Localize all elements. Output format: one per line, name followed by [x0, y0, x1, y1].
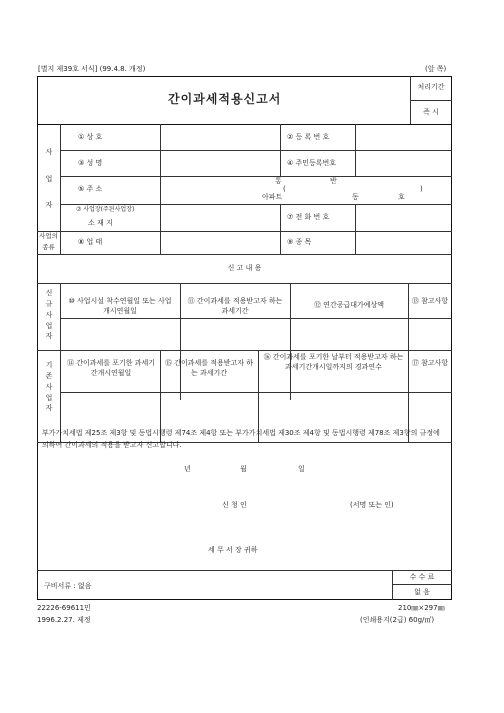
- processing-period-label: 처리기간: [417, 83, 445, 91]
- representative-name-label: ③ 성 명: [78, 159, 103, 167]
- new-business-col-expected-supply: ⑫ 연간공급대가예상액: [313, 301, 385, 309]
- business-type-side-label-1: 사업의: [39, 232, 58, 240]
- page-side: (앞 쪽): [425, 65, 447, 73]
- address-ho: 호: [398, 193, 405, 201]
- business-category-label: ⑧ 업 태: [78, 238, 103, 246]
- signature-label: (서명 또는 인): [350, 501, 394, 509]
- address-ban: 반: [330, 177, 337, 185]
- new-business-col-remarks: ⑬ 참고사항: [411, 297, 449, 305]
- registration-number-label: ② 등 록 번 호: [287, 133, 330, 141]
- declaration-date-month: 월: [240, 465, 247, 473]
- existing-business-col-elapsed-years: ⑯ 간이과세를 포기한 날부터 적용받고자 하는 과세기간개시일까지의 경과연수: [263, 353, 404, 372]
- address-paren-open: (: [283, 185, 286, 193]
- existing-business-col-waiver-date: ⑭ 간이과세를 포기한 과세기간개시연월일: [66, 359, 156, 378]
- declaration-date-year: 년: [184, 465, 191, 473]
- business-type-side-label-2: 종류: [42, 243, 55, 251]
- phone-number-label: ⑦ 전 화 번 호: [287, 213, 330, 221]
- applicant-label: 신 청 인: [222, 501, 247, 509]
- fee-label: 수 수 료: [409, 573, 435, 581]
- existing-business-col-tax-period: ⑮ 간이과세를 적용받고자 하는 과세기간: [164, 359, 254, 378]
- processing-period-value: 즉 시: [423, 108, 439, 116]
- existing-business-col-remarks: ⑰ 참고사항: [411, 359, 449, 367]
- attachments-label: 구비서류 : 없음: [44, 582, 92, 590]
- new-business-col-tax-period: ⑪ 간이과세를 적용받고자 하는 과세기간: [187, 297, 283, 316]
- new-business-col-start-date: ⑩ 사업시설 착수연월일 또는 사업개시연월일: [68, 297, 172, 316]
- form-title: 간이과세적용신고서: [168, 92, 282, 106]
- existing-business-side-label: 기 존 사 업 자: [45, 361, 53, 413]
- established-date: 1996.2.27. 제정: [37, 616, 91, 624]
- address-apartment: 아파트: [262, 193, 283, 201]
- business-location-label-2: 소 재 지: [88, 219, 113, 227]
- business-side-label: 사 업 자: [45, 148, 53, 210]
- form-code: 22226-69611민: [37, 604, 91, 612]
- report-content-heading: 신 고 내 용: [227, 264, 262, 272]
- form-frame: [37, 76, 452, 600]
- address-dong: 동: [352, 193, 359, 201]
- fee-value: 없 음: [414, 588, 430, 596]
- form-reference: [별지 제39호 서식] (99.4.8. 개정): [38, 65, 146, 73]
- tax-office-recipient: 세 무 서 장 귀하: [208, 546, 258, 554]
- declaration-date-day: 일: [298, 465, 305, 473]
- business-item-label: ⑨ 종 목: [287, 238, 312, 246]
- address-label: ⑤ 주 소: [78, 185, 103, 193]
- resident-number-label: ④ 주민등록번호: [287, 159, 337, 167]
- business-name-label: ① 상 호: [78, 133, 103, 141]
- paper-spec: (인쇄용지(2급) 60g/㎡): [360, 616, 435, 624]
- new-business-side-label: 신 규 사 업 자: [45, 289, 53, 341]
- declaration-text: 부가가치세법 제25조 제3항 및 동법시행령 제74조 제4항 또는 부가가치세법 제30조 제4항 및 동법시행령 제78조 제3항의 규정에 의하여 간이과세의 적용을 받고자 신고합니다.: [42, 429, 440, 449]
- address-paren-close: ): [420, 185, 423, 193]
- paper-size: 210㎜×297㎜: [398, 604, 445, 612]
- address-tong: 통: [275, 177, 282, 185]
- business-location-label-1: ⑦ 사업장(주된사업장): [76, 206, 135, 213]
